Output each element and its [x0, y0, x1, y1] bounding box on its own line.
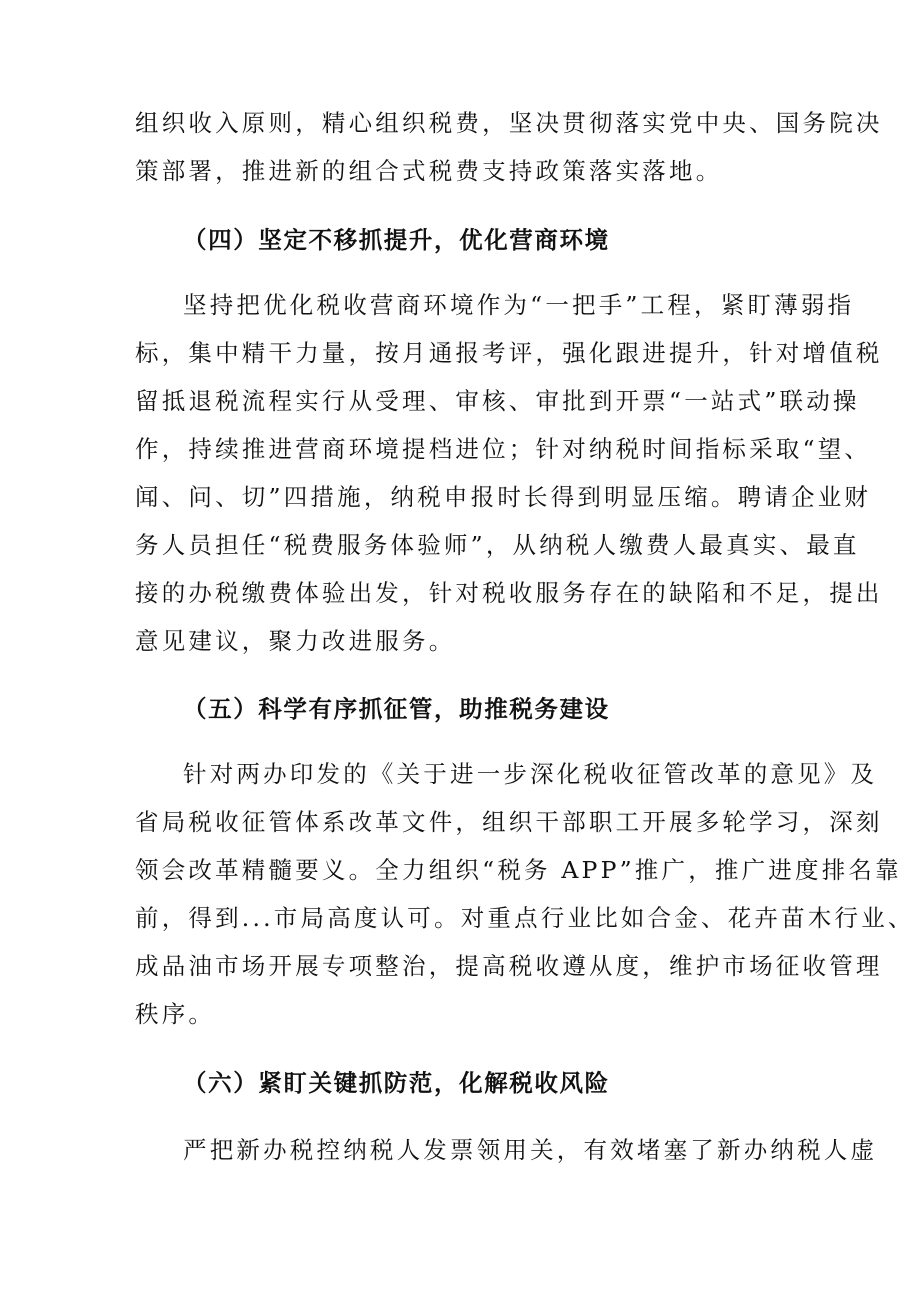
paragraph-line: 成品油市场开展专项整治，提高税收遵从度，维护市场征收管理 — [135, 952, 883, 980]
paragraph-line: 坚持把优化税收营商环境作为“一把手”工程，紧盯薄弱指 — [183, 291, 855, 319]
paragraph-line: 闻、问、切”四措施，纳税申报时长得到明显压缩。聘请企业财 — [135, 483, 872, 511]
paragraph-line: 策部署，推进新的组合式税费支持政策落实落地。 — [135, 157, 723, 185]
paragraph-line: 留抵退税流程实行从受理、审核、审批到开票“一站式”联动操 — [135, 387, 860, 415]
paragraph-line: 领会改革精髓要义。全力组织“税务 APP”推广，推广进度排名靠 — [135, 856, 902, 884]
paragraph-line: 严把新办税控纳税人发票领用关，有效堵塞了新办纳税人虚 — [183, 1136, 878, 1164]
paragraph-line: 省局税收征管体系改革文件，组织干部职工开展多轮学习，深刻 — [135, 808, 883, 836]
paragraph-line: 意见建议，聚力改进服务。 — [135, 627, 456, 655]
section-4-heading: （四）坚定不移抓提升，优化营商环境 — [183, 226, 610, 254]
paragraph-line: 接的办税缴费体验出发，针对税收服务存在的缺陷和不足，提出 — [135, 579, 883, 607]
section-6-heading: （六）紧盯关键抓防范，化解税收风险 — [183, 1069, 610, 1097]
paragraph-line: 组织收入原则，精心组织税费，坚决贯彻落实党中央、国务院决 — [135, 109, 883, 137]
paragraph-line: 务人员担任“税费服务体验师”，从纳税人缴费人最真实、最直 — [135, 531, 860, 559]
paragraph-line: 针对两办印发的《关于进一步深化税收征管改革的意见》及 — [183, 760, 878, 788]
section-5-heading: （五）科学有序抓征管，助推税务建设 — [183, 695, 610, 723]
paragraph-line: 秩序。 — [135, 1000, 216, 1028]
paragraph-line: 标，集中精干力量，按月通报考评，强化跟进提升，针对增值税 — [135, 339, 883, 367]
paragraph-line: 作，持续推进营商环境提档进位；针对纳税时间指标采取“望、 — [135, 435, 872, 463]
paragraph-line: 前，得到...市局高度认可。对重点行业比如合金、花卉苗木行业、 — [135, 904, 915, 932]
